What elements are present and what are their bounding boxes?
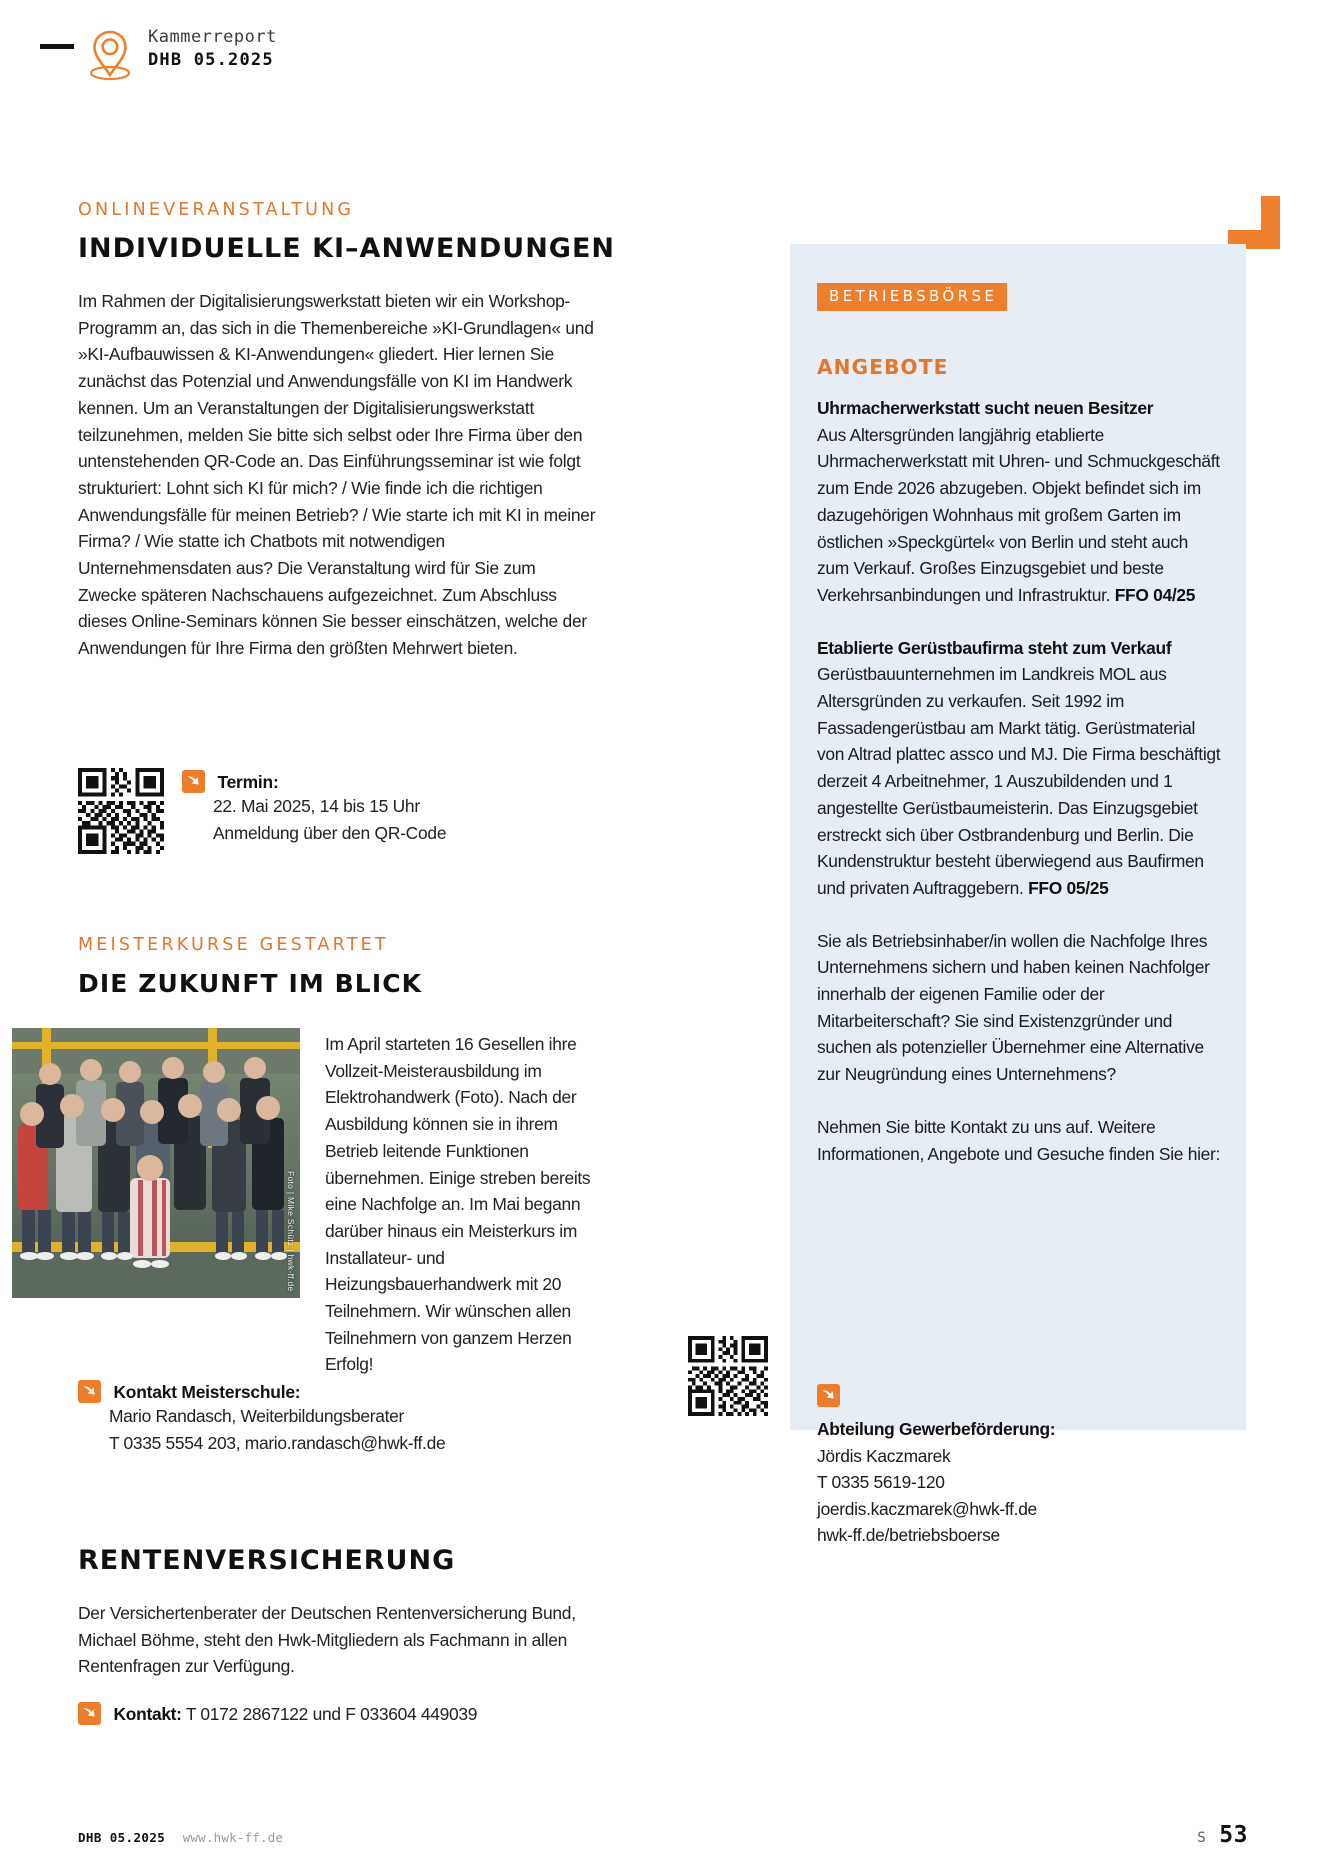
termin-heading-row	[182, 770, 446, 793]
rentenversicherung-contact	[78, 1702, 598, 1725]
footer-url: www.hwk-ff.de	[182, 1830, 284, 1845]
betriebsboerse-body	[817, 355, 1221, 1167]
betriebsboerse-contact-web: hwk-ff.de/betriebsboerse	[817, 1525, 1000, 1545]
offer-item	[817, 635, 1221, 902]
section-rentenversicherung	[78, 1545, 598, 1725]
betriebsboerse-contact-lines	[817, 1416, 1221, 1549]
masthead-text	[148, 26, 277, 72]
arrow-badge-icon	[817, 1384, 840, 1407]
location-pin-icon	[87, 28, 133, 82]
footer-issue: DHB 05.2025	[78, 1830, 166, 1845]
body-online	[78, 288, 596, 662]
offer-ref: FFO 05/25	[1028, 877, 1109, 898]
termin-date: 22. Mai 2025, 14 bis 15 Uhr	[213, 796, 420, 816]
headline-rentenversicherung: RENTENVERSICHERUNG	[78, 1545, 456, 1576]
corner-accent-mark	[1228, 196, 1280, 249]
betriebsboerse-paragraph-1: Sie als Betriebsinhaber/in wollen die Nachfolge Ihres Unternehmens sichern und haben keinen Nachfolger innerhalb der eigenen Familie oder der Mitarbeiterschaft? Sie sind Existenzgründer und suchen als potenzieller Übernehmer eine Alternative zur Neugründung eines Unternehmens?	[817, 930, 1210, 1085]
rentenversicherung-contact-value: T 0172 2867122 und F 033604 449039	[185, 1704, 478, 1725]
offer-item	[817, 395, 1221, 609]
body-rentenversicherung	[78, 1600, 598, 1680]
kontakt-meisterschule-contact: T 0335 5554 203, mario.randasch@hwk-ff.de	[109, 1432, 446, 1453]
kontakt-meisterschule-person: Mario Randasch, Weiterbildungsberater	[109, 1406, 405, 1426]
photo-credit: Foto | Mike Schütz | hwk-ff.de	[286, 1170, 296, 1291]
rentenversicherung-contact-label: Kontakt:	[113, 1704, 182, 1725]
masthead	[40, 26, 640, 86]
termin-lines	[213, 793, 446, 846]
heading-angebote: ANGEBOTE	[817, 355, 949, 379]
kontakt-meisterschule-label: Kontakt Meisterschule:	[113, 1382, 301, 1402]
masthead-rule	[40, 44, 74, 49]
kontakt-meisterschule-lines	[109, 1403, 598, 1456]
masthead-issue: DHB 05.2025	[148, 50, 274, 70]
body-online-paragraph: Im Rahmen der Digitalisierungswerkstatt bieten wir ein Workshop-Programm an, das sich in die Themenbereiche »KI-Grundlagen« und »KI-Aufbauwissen & KI-Anwendungen« gliedert. Hier lernen Sie zunächst das Potenzial und Anwendungsfälle von KI im Handwerk kennen. Um an Veranstaltungen der Digitalisierungswerkstatt teilzunehmen, melden Sie bitte sich selbst oder Ihre Firma über den untenstehenden QR-Code an. Das Einführungsseminar ist wie folgt strukturiert: Lohnt sich KI für mich? / Wie finde ich die richtigen Anwendungsfälle für meinen Betrieb? / Wie starte ich mit KI in meiner Firma? / Wie statte ich Chatbots mit notwendigen Unternehmensdaten aus? Die Veranstaltung wird für Sie zum Zwecke späteren Nachschauens aufgezeichnet. Zum Abschluss dieses Online-Seminars können Sie besser einschätzen, welche der Anwendungen für Ihre Firma den größten Mehrwert bieten.	[78, 291, 596, 659]
offer-title: Etablierte Gerüstbaufirma steht zum Verkauf	[817, 637, 1172, 658]
arrow-badge-icon	[78, 1380, 101, 1403]
arrow-badge-icon	[78, 1702, 101, 1725]
section-online-event	[78, 197, 615, 662]
kontakt-meisterschule-heading-row	[78, 1380, 598, 1403]
body-rentenversicherung-paragraph: Der Versichertenberater der Deutschen Rentenversicherung Bund, Michael Böhme, steht den Hwk-Mitgliedern als Fachmann in allen Rentenfragen zur Verfügung.	[78, 1603, 576, 1677]
offer-title: Uhrmacherwerkstatt sucht neuen Besitzer	[817, 398, 1154, 418]
qr-code-icon	[78, 768, 164, 854]
betriebsboerse-contact	[817, 1384, 1221, 1549]
eyebrow-online: ONLINEVERANSTALTUNG	[78, 200, 355, 220]
betriebsboerse-contact-label: Abteilung Gewerbeförderung:	[817, 1419, 1056, 1439]
betriebsboerse-contact-name: Jördis Kaczmarek	[817, 1445, 951, 1466]
betriebsboerse-contact-phone: T 0335 5619-120	[817, 1472, 945, 1492]
qr-code-icon	[682, 1330, 774, 1422]
termin-body	[182, 768, 446, 854]
status-badge: BETRIEBSBÖRSE	[817, 283, 1007, 311]
offer-text: Aus Altersgründen langjährig etablierte Uhrmacherwerkstatt mit Uhren- und Schmuckgeschäft zum Ende 2026 abzugeben. Objekt befindet sich im dazugehörigen Wohnhaus mit großem Garten im östlichen »Speckgürtel« von Berlin und steht auch zum Verkauf. Großes Einzugsgebiet und beste Verkehrsanbindungen und Infrastruktur.	[817, 424, 1220, 605]
termin-registration: Anmeldung über den QR-Code	[213, 822, 447, 843]
footer-page-number	[1197, 1822, 1248, 1848]
headline-online: INDIVIDUELLE KI–ANWENDUNGEN	[78, 233, 615, 264]
meisterkurse-body: Im April starteten 16 Gesellen ihre Vollzeit-Meisterausbildung im Elektrohandwerk (Foto). Nach der Ausbildung können sie in ihrem Betrieb leitende Funktionen übernehmen. Einige streben bereits eine Nachfolge an. Im Mai begann darüber hinaus ein Meisterkurs im Installateur- und Heizungsbauerhandwerk mit 20 Teilnehmern. Wir wünschen allen Teilnehmern von ganzem Herzen Erfolg!	[325, 1034, 591, 1375]
eyebrow-meisterkurse: MEISTERKURSE GESTARTET	[78, 935, 389, 955]
footer-left	[78, 1830, 283, 1845]
termin-label: Termin:	[217, 772, 279, 792]
betriebsboerse-paragraph-2: Nehmen Sie bitte Kontakt zu uns auf. Weitere Informationen, Angebote und Gesuche finden Sie hier:	[817, 1116, 1221, 1164]
kontakt-meisterschule	[78, 1380, 598, 1456]
page-footer	[78, 1822, 1248, 1848]
footer-page-value: 53	[1219, 1822, 1248, 1848]
offer-text: Gerüstbauunternehmen im Landkreis MOL aus Altersgründen zu verkaufen. Seit 1992 im Fassadengerüstbau am Markt tätig. Gerüstmaterial von Altrad plattec assco und MJ. Die Firma beschäftigt derzeit 4 Arbeitnehmer, 1 Auszubildenden und 1 angestellte Gerüstbaumeisterin. Das Einzugsgebiet erstreckt sich über Ostbrandenburg und Berlin. Die Kundenstruktur besteht überwiegend aus Baufirmen und privaten Auftraggebern.	[817, 664, 1221, 898]
masthead-kicker: Kammerreport	[148, 27, 277, 47]
termin-block	[78, 768, 598, 854]
headline-meisterkurse: DIE ZUKUNFT IM BLICK	[78, 969, 423, 998]
meisterkurse-photo	[12, 1028, 300, 1298]
section-meisterkurse	[78, 932, 598, 1023]
betriebsboerse-contact-email: joerdis.kaczmarek@hwk-ff.de	[817, 1498, 1037, 1519]
footer-page-prefix: S	[1197, 1830, 1206, 1846]
offer-list	[817, 395, 1221, 1167]
offer-ref: FFO 04/25	[1114, 584, 1196, 605]
arrow-badge-icon	[182, 770, 205, 793]
betriebsboerse-panel	[790, 244, 1246, 1545]
